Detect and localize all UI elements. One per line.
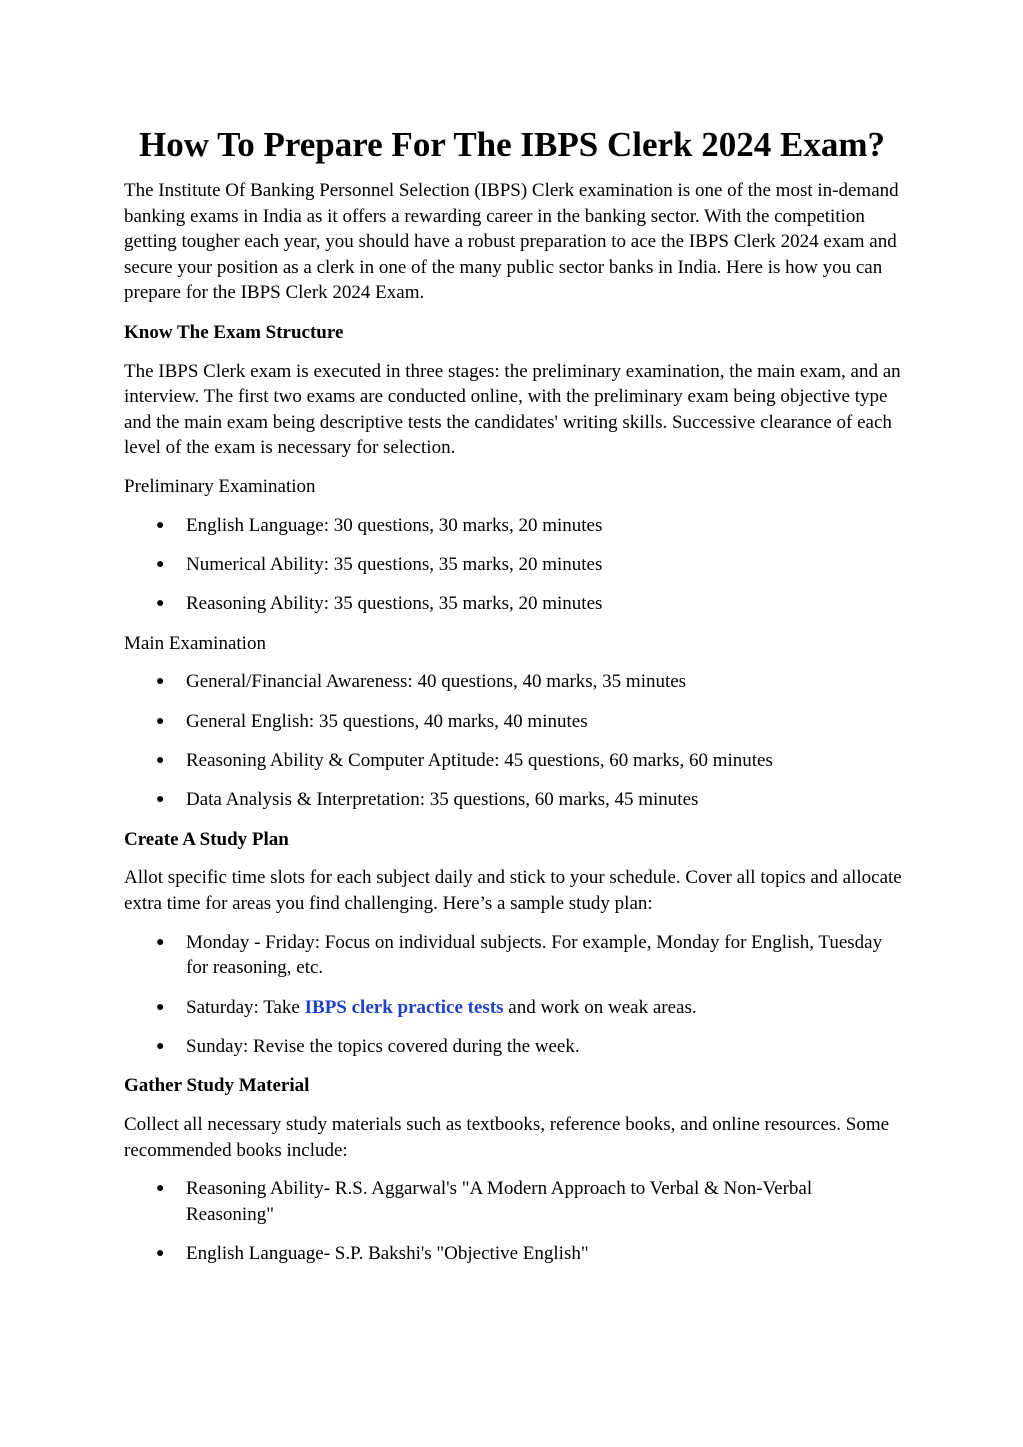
bullet-icon: ● — [156, 934, 165, 950]
study-material-paragraph: Collect all necessary study materials such as textbooks, reference books, and online resources. Some recommended books include: — [124, 1114, 890, 1161]
prelims-label: Preliminary Examination — [124, 475, 316, 497]
list-item: ● English Language: 30 questions, 30 marks, 20 minutes — [124, 513, 904, 539]
list-item: ● Sunday: Revise the topics covered during the week. — [124, 1034, 904, 1060]
bullet-icon: ● — [156, 556, 165, 572]
section-heading-study-plan: Create A Study Plan — [124, 828, 289, 850]
list-item: ● Reasoning Ability: 35 questions, 35 marks, 20 minutes — [124, 591, 904, 617]
list-item: ● Monday - Friday: Focus on individual subjects. For example, Monday for English, Tuesday for reasoning, etc. — [156, 931, 883, 979]
exam-structure-paragraph: The IBPS Clerk exam is executed in three stages: the preliminary examination, the main exam, and an interview. The first two exams are conducted online, with the preliminary exam being objective type and the main exam being descriptive tests the candidates' writing skills. Successive clearance of each level of the exam is necessary for selection. — [124, 360, 901, 459]
list-item: ● Reasoning Ability & Computer Aptitude: 45 questions, 60 marks, 60 minutes — [124, 748, 904, 774]
prelims-list — [124, 513, 904, 617]
study-plan-list — [124, 930, 904, 1060]
document-page — [124, 124, 904, 1281]
bullet-icon: ● — [156, 792, 165, 808]
practice-tests-link[interactable]: IBPS clerk practice tests — [304, 996, 504, 1018]
study-plan-paragraph: Allot specific time slots for each subject daily and stick to your schedule. Cover all topics and allocate extra time for areas you find challenging. Here’s a sample study plan: — [124, 867, 902, 915]
section-heading-exam-structure: Know The Exam Structure — [124, 321, 344, 343]
list-item: ● General English: 35 questions, 40 marks, 40 minutes — [124, 709, 904, 735]
section-heading-study-material: Gather Study Material — [124, 1075, 310, 1097]
list-item: ● Saturday: Take IBPS clerk practice tests and work on weak areas. — [124, 995, 904, 1021]
bullet-icon: ● — [156, 1039, 165, 1055]
bullet-icon: ● — [156, 674, 165, 690]
list-item: ● General/Financial Awareness: 40 questions, 40 marks, 35 minutes — [124, 669, 904, 695]
list-item: ● Reasoning Ability- R.S. Aggarwal's "A Modern Approach to Verbal & Non-Verbal Reasoning" — [156, 1178, 813, 1225]
bullet-icon: ● — [156, 517, 165, 533]
mains-list — [124, 669, 904, 813]
bullet-icon: ● — [156, 753, 165, 769]
intro-paragraph: The Institute Of Banking Personnel Selection (IBPS) Clerk examination is one of the most in-demand banking exams in India as it offers a rewarding career in the banking sector. With the competition getting tougher each year, you should have a robust preparation to ace the IBPS Clerk 2024 exam and secure your position as a clerk in one of the many public sector banks in India. Here is how you can prepare for the IBPS Clerk 2024 Exam. — [124, 180, 899, 304]
bullet-icon: ● — [156, 1181, 165, 1197]
bullet-icon: ● — [156, 1246, 165, 1262]
page-title: How To Prepare For The IBPS Clerk 2024 Exam? — [138, 125, 886, 164]
list-item: ● Numerical Ability: 35 questions, 35 marks, 20 minutes — [124, 552, 904, 578]
bullet-icon: ● — [156, 713, 165, 729]
list-item: ● English Language- S.P. Bakshi's "Objective English" — [124, 1241, 904, 1267]
bullet-icon: ● — [156, 596, 165, 612]
bullet-icon: ● — [156, 999, 165, 1015]
mains-label: Main Examination — [124, 632, 266, 654]
study-material-list — [124, 1176, 904, 1267]
list-item: ● Data Analysis & Interpretation: 35 questions, 60 marks, 45 minutes — [124, 787, 904, 813]
